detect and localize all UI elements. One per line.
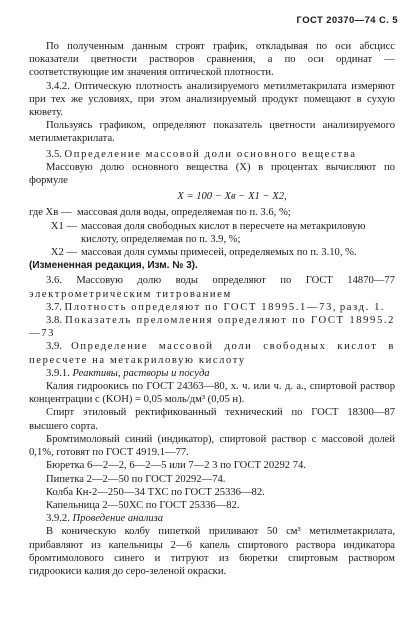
- document-body: [29, 40, 395, 578]
- amendment-note: (Измененная редакция, Изм. № 3).: [29, 260, 198, 272]
- definition-text: массовая доля свободных кислот в пересчете на метакриловую кислоту, определяемая по п. 3.9, %;: [81, 220, 366, 245]
- section-3-5-heading: [29, 148, 395, 161]
- subsection-3-9-1-number: 3.9.1.: [46, 367, 70, 379]
- section-3-9-heading: [29, 340, 395, 366]
- definition-label: где Xв —: [29, 207, 72, 219]
- definition-item: [29, 220, 395, 246]
- reagent-item: Пипетка 2—2—50 по ГОСТ 20292—74.: [46, 473, 226, 485]
- paragraph-graph: По полученным данным строят график, откладывая по оси абсцисс показатели цветности растворов сравнения, а по оси ординат — соответствующие им значения оптической плотности.: [29, 41, 395, 79]
- definition-text: массовая доля воды, определяемая по п. 3.6, %;: [77, 207, 291, 219]
- page-header: ГОСТ 20370—74 С. 5: [296, 15, 398, 26]
- reagent-item: Калия гидроокись по ГОСТ 24363—80, х. ч. или ч. д. а., спиртовой раствор концентрации c (KOH) = 0,05 моль/дм³ (0,05 н).: [29, 381, 395, 406]
- section-3-6-number: 3.6.: [46, 275, 62, 287]
- section-3-6-method: электрометрическим титрованием: [29, 288, 232, 300]
- section-3-5-number: 3.5.: [46, 148, 62, 160]
- definition-label: X1 —: [50, 220, 77, 232]
- formula: X = 100 − Xв − X1 − X2,: [177, 191, 287, 203]
- section-3-9-title: Определение массовой доли свободных кислот в пересчете на метакриловую кислоту: [29, 341, 395, 366]
- paragraph-3-4-2: 3.4.2. Оптическую плотность анализируемого метилметакрилата измеряют при тех же условиях, при этом анализируемый продукт помещают в сухую кювету.: [29, 80, 395, 119]
- section-3-8-text: Показатель преломления определяют по ГОСТ 18995.2—73: [29, 315, 395, 340]
- section-3-7-number: 3.7.: [46, 301, 62, 313]
- subsection-3-9-2-number: 3.9.2.: [46, 513, 70, 525]
- section-3-6-text: Массовую долю воды определяют по ГОСТ 14870—77: [76, 275, 395, 287]
- section-3-8: [29, 314, 395, 340]
- section-3-8-number: 3.8.: [46, 315, 62, 327]
- section-3-6: [29, 274, 395, 300]
- subsection-3-9-2-title: Проведение анализа: [72, 513, 164, 525]
- definition-text: массовая доля суммы примесей, определяемых по п. 3.10, %.: [81, 247, 357, 259]
- definition-item: [29, 246, 395, 259]
- subsection-3-9-1: [29, 367, 395, 380]
- section-3-7-ref: разд. 1.: [339, 301, 386, 313]
- section-3-7-text: Плотность определяют по ГОСТ 18995.1—73,: [64, 301, 338, 313]
- section-3-9-number: 3.9.: [46, 341, 62, 353]
- subsection-3-9-2: [29, 512, 395, 525]
- analysis-paragraph: В коническую колбу пипеткой приливают 50 см³ метилметакрилата, прибавляют из капельницы 2—6 капель спиртового раствора индикатора бромтимолового синего и титруют из бюретки спиртовым раствором гидроокиси калия до серо-зеленой окраски.: [29, 526, 395, 577]
- reagent-item: Капельница 2—50ХС по ГОСТ 25336—82.: [46, 499, 240, 511]
- definition-item: [29, 206, 395, 219]
- reagent-item: Колба Кн-2—250—34 ТХС по ГОСТ 25336—82.: [46, 486, 265, 498]
- subsection-3-9-1-title: Реактивы, растворы и посуда: [72, 367, 210, 379]
- section-3-5-title: Определение массовой доли основного вещества: [64, 148, 357, 160]
- paragraph-using-graph: Пользуясь графиком, определяют показатель цветности анализируемого метилметакрилата.: [29, 120, 395, 145]
- section-3-5-intro: Массовую долю основного вещества (X) в процентах вычисляют по формуле: [29, 161, 395, 187]
- definition-label: X2 —: [50, 247, 77, 259]
- section-3-7: [29, 301, 395, 314]
- reagent-item: Бюретка 6—2—2, 6—2—5 или 7—2 3 по ГОСТ 20292 74.: [46, 460, 306, 472]
- reagent-item: Бромтимоловый синий (индикатор), спиртовой раствор с массовой долей 0,1%, готовят по ГОСТ 4919.1—77.: [29, 433, 395, 459]
- reagent-item: Спирт этиловый ректификованный технический по ГОСТ 18300—87 высшего сорта.: [29, 407, 395, 432]
